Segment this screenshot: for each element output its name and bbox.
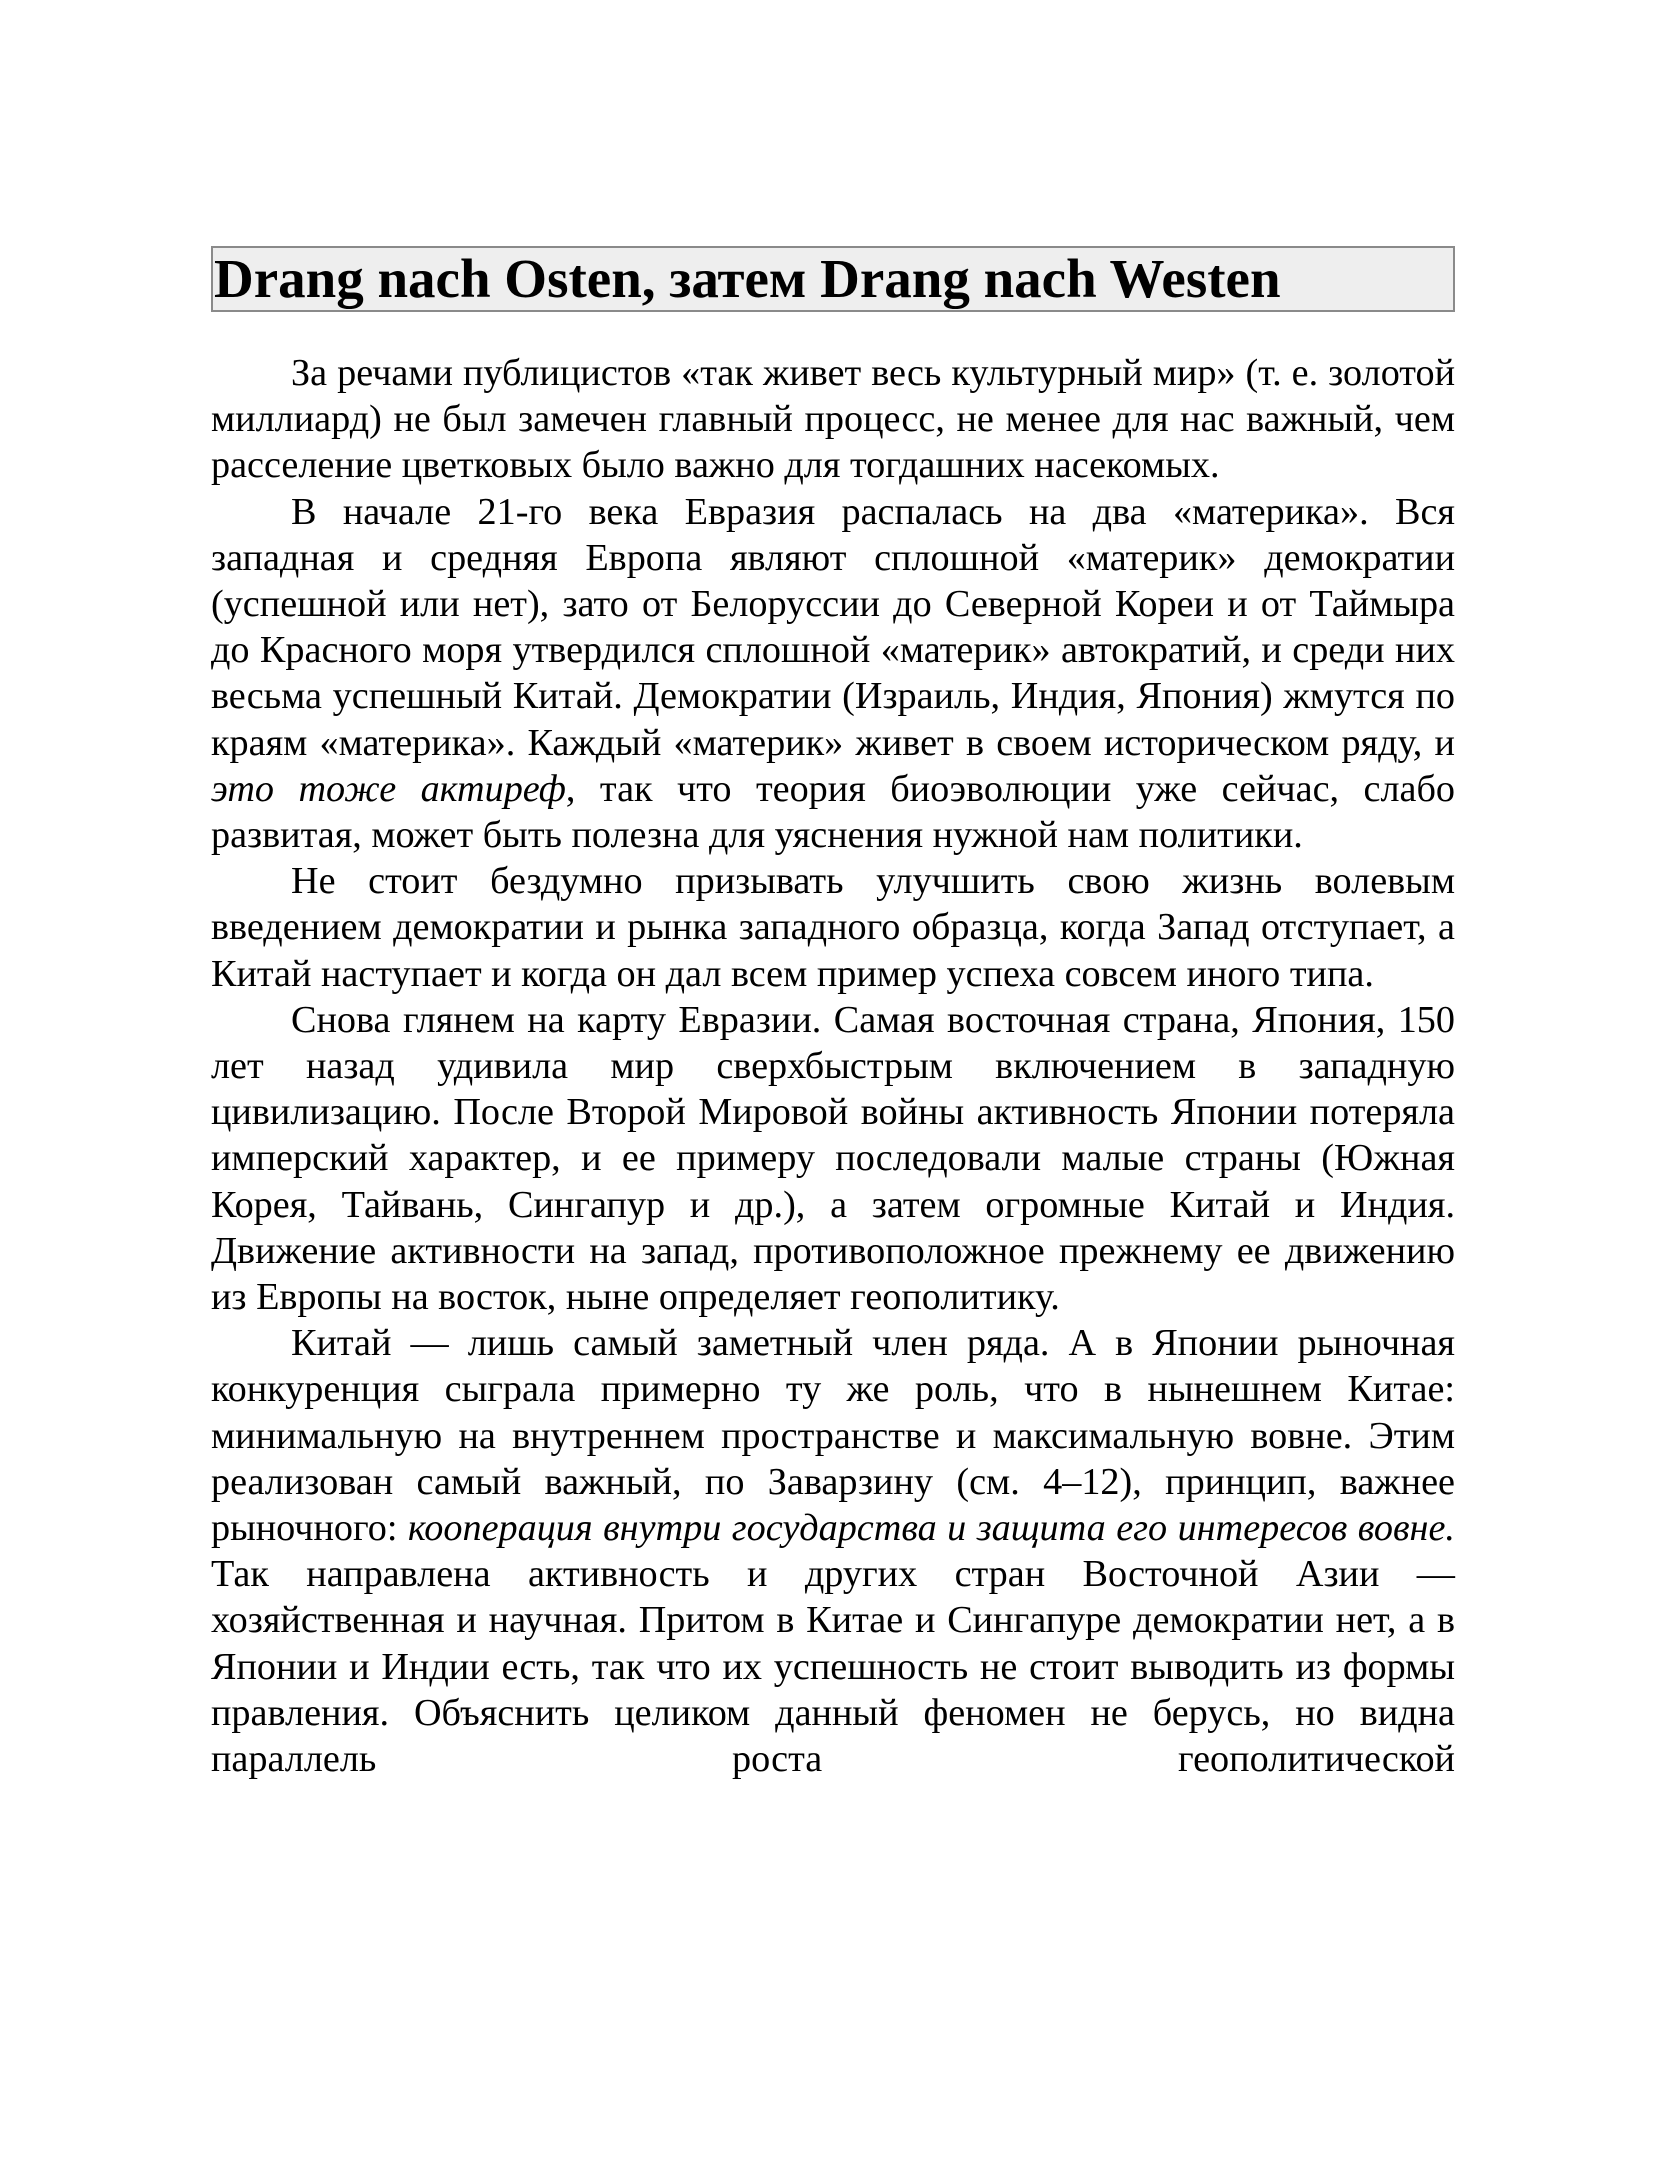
paragraph-1 — [211, 350, 1455, 489]
document-page — [211, 246, 1455, 1782]
document-body — [211, 350, 1455, 1782]
paragraph-text: Не стоит бездумно призывать улучшить свою жизнь волевым введением демократии и рынка западного образца, когда Запад отступает, а Китай наступает и когда он дал всем пример успеха совсем иного типа. — [211, 860, 1455, 995]
paragraph-text: Так направлена активность и других стран Восточной Азии — хозяйственная и научная. Притом в Китае и Сингапуре демократии нет, а в Японии и Индии есть, так что их успешность не стоит выводить из формы правления. Объяснить целиком данный феномен не берусь, но видна параллель роста геополитической — [211, 1553, 1455, 1781]
italic-emphasis: это тоже актиреф — [211, 767, 566, 810]
document-title: Drang nach Osten, затем Drang nach Westen — [214, 248, 1281, 309]
paragraph-5 — [211, 1320, 1455, 1782]
paragraph-text: , так что теория биоэволюции уже сейчас, слабо развитая, может быть полезна для уяснения нужной нам политики. — [211, 767, 1455, 857]
paragraph-3 — [211, 858, 1455, 997]
paragraph-2 — [211, 489, 1455, 859]
italic-emphasis: кооперация внутри государства и защита его интересов вовне. — [407, 1507, 1455, 1550]
title-box — [211, 246, 1455, 312]
paragraph-text: В начале 21-го века Евразия распалась на два «материка». Вся западная и средняя Европа являют сплошной «материк» демократии (успешной или нет), зато от Белоруссии до Северной Кореи и от Таймыра до Красного моря утвердился сплошной «материк» автократий, и среди них весьма успешный Китай. Демократии (Израиль, Индия, Япония) жмутся по краям «материка». Каждый «материк» живет в своем историческом ряду, и — [211, 490, 1455, 764]
paragraph-text: Китай — лишь самый заметный член ряда. А в Японии рыночная конкуренция сыграла примерно ту же роль, что в нынешнем Китае: минимальную на внутреннем пространстве и максимальную вовне. Этим реализован самый важный, по Заварзину (см. 4–12), принцип, важнее рыночного: — [211, 1322, 1455, 1550]
paragraph-text: За речами публицистов «так живет весь культурный мир» (т. е. золотой миллиард) не был замечен главный процесс, не менее для нас важный, чем расселение цветковых было важно для тогдашних насекомых. — [211, 352, 1455, 487]
paragraph-text: Снова глянем на карту Евразии. Самая восточная страна, Япония, 150 лет назад удивила мир сверхбыстрым включением в западную цивилизацию. После Второй Мировой войны активность Японии потеряла имперский характер, и ее примеру последовали малые страны (Южная Корея, Тайвань, Сингапур и др.), а затем огромные Китай и Индия. Движение активности на запад, противоположное прежнему ее движению из Европы на восток, ныне определяет геополитику. — [211, 998, 1455, 1319]
paragraph-4 — [211, 997, 1455, 1320]
